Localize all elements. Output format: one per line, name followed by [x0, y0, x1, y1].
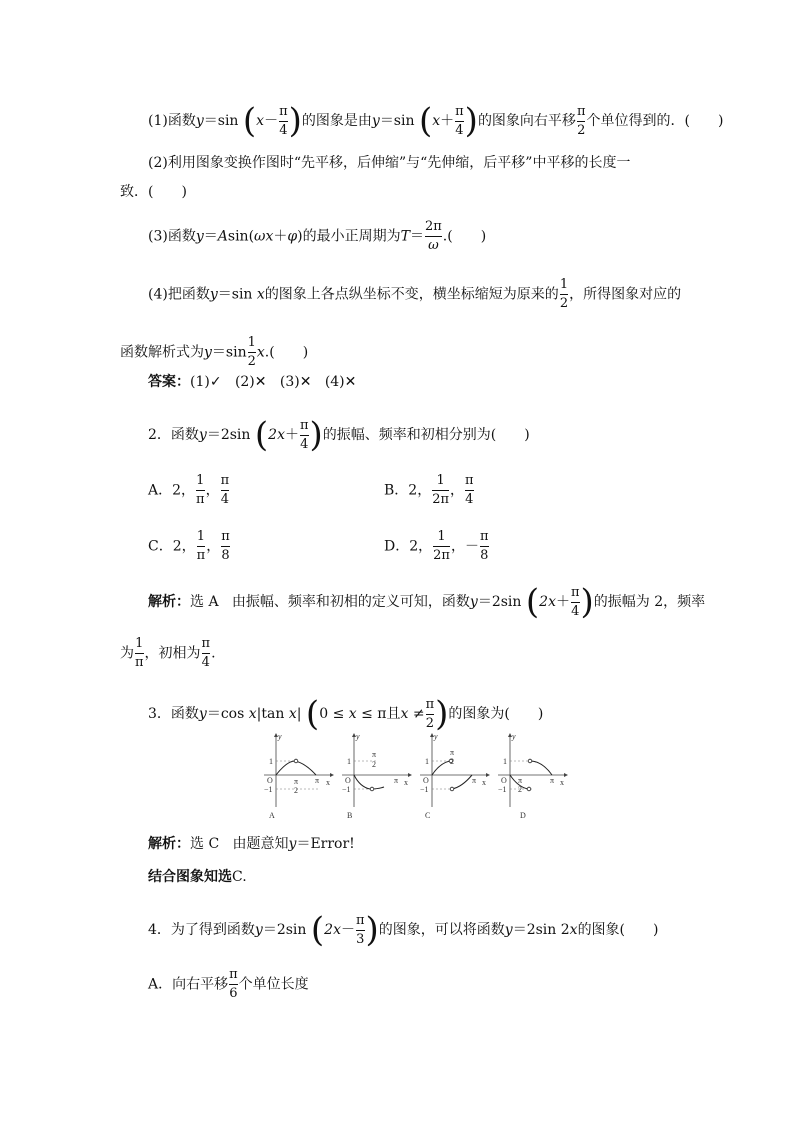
text: sin( — [227, 228, 255, 245]
den: π — [196, 492, 205, 507]
graph-b — [342, 732, 412, 820]
var-y: y — [469, 594, 478, 610]
paren-right: ) — [365, 910, 379, 950]
den: 4 — [279, 122, 288, 138]
text: (4)把函数 — [148, 286, 210, 303]
fraction — [202, 637, 211, 670]
tick-pi: π — [472, 776, 477, 785]
fraction — [465, 474, 474, 507]
op: ＋ — [284, 427, 299, 443]
cross-icon: ✕ — [254, 374, 267, 390]
var-x: x — [248, 706, 257, 722]
fraction — [229, 968, 238, 1001]
text: A．向右平移 — [148, 976, 229, 993]
var: φ — [287, 228, 298, 245]
solution-label: 解析： — [148, 836, 190, 852]
axis-label-y: y — [512, 732, 516, 741]
paren-right: ) — [435, 694, 449, 734]
paren-left: ( — [525, 582, 540, 622]
op: ≠ — [412, 706, 425, 722]
num: π — [221, 529, 230, 544]
text: . — [211, 645, 216, 662]
num: 1 — [436, 473, 445, 488]
num: π — [570, 584, 580, 600]
var-x: x — [256, 286, 265, 303]
num: π — [425, 696, 435, 712]
origin-label: O — [423, 776, 429, 785]
text: 2， — [408, 482, 432, 499]
var-y: y — [204, 344, 212, 361]
den: 4 — [220, 492, 229, 507]
text: ＝sin — [379, 113, 415, 129]
fraction — [571, 586, 580, 619]
tick-pi-half-num: π — [518, 776, 523, 785]
text: (2) — [234, 374, 255, 390]
tick-neg1: −1 — [342, 785, 351, 794]
fraction — [433, 530, 450, 563]
var-y: y — [504, 922, 513, 938]
var: 2x — [539, 594, 556, 610]
fraction — [248, 336, 256, 369]
text: 个单位长度 — [238, 976, 309, 993]
fraction — [432, 474, 449, 507]
q1-item2-cont — [120, 184, 187, 200]
fraction — [221, 474, 230, 507]
var-x: x — [288, 706, 297, 722]
fraction — [356, 914, 365, 947]
q2-option-d[interactable] — [384, 530, 490, 563]
q2-stem — [148, 415, 530, 455]
text: 的图象为( ) — [448, 706, 544, 722]
text: C — [208, 836, 220, 852]
den: 2 — [559, 296, 569, 311]
text: 2， — [172, 482, 196, 499]
text: 由振幅、频率和初相的定义可知，函数 — [231, 594, 470, 610]
num: π — [229, 967, 238, 982]
var-y: y — [288, 836, 297, 852]
tick-neg1: −1 — [264, 785, 273, 794]
var-y: y — [198, 427, 207, 443]
op: ＋ — [555, 594, 570, 610]
paren-right: ) — [288, 101, 302, 141]
den: π — [135, 655, 144, 670]
graph-label: B — [347, 811, 353, 820]
text: (3) — [279, 374, 300, 390]
var-x: x — [256, 344, 265, 361]
num: 2π — [424, 219, 442, 234]
text: 的图象，可以将函数 — [378, 922, 505, 938]
text: 的最小正周期为 — [302, 228, 401, 245]
text: 4．为了得到函数 — [148, 922, 255, 938]
den: 4 — [300, 436, 309, 452]
fraction — [197, 530, 206, 563]
axis-label-x: x — [560, 778, 564, 787]
text: ，－ — [450, 538, 479, 555]
num: π — [455, 103, 464, 119]
den: 4 — [465, 492, 474, 507]
graph-c — [420, 732, 490, 820]
num: π — [201, 636, 211, 651]
q2-solution-cont — [120, 637, 216, 670]
paren-left: ( — [254, 415, 269, 455]
option-letter: D． — [384, 538, 410, 555]
tick-1: 1 — [269, 757, 273, 766]
tick-pi-half-num: π — [372, 750, 377, 759]
op: ＋ — [273, 228, 288, 245]
solution-label: 解析： — [148, 594, 190, 610]
fraction — [279, 105, 288, 138]
text: 结合图象知选 — [148, 869, 232, 885]
num: π — [465, 473, 474, 488]
text: |tan — [256, 706, 285, 722]
text: 由题意知 — [232, 836, 289, 852]
axis-label-y: y — [356, 732, 360, 741]
tick-pi: π — [550, 776, 555, 785]
den: 2 — [577, 122, 586, 138]
text: ，所得图象对应的 — [569, 286, 682, 303]
tick-pi-half-den: 2 — [450, 757, 454, 766]
text: ＝2sin — [206, 427, 251, 443]
graph-a — [264, 732, 334, 820]
q1-item2 — [148, 155, 630, 171]
text: 且 — [386, 706, 401, 722]
tick-pi-half-den: 2 — [294, 786, 298, 795]
origin-label: O — [345, 776, 351, 785]
text: (1)函数 — [148, 113, 196, 129]
op: ＋ — [440, 113, 455, 129]
op: ＝ — [203, 228, 218, 245]
text: 的图象上各点纵坐标不变，横坐标缩短为原来的 — [264, 286, 559, 303]
text: ＝2sin 2 — [512, 922, 570, 938]
fraction — [135, 637, 144, 670]
text: C. — [232, 869, 247, 885]
var: ωx — [254, 228, 274, 245]
text: ， — [450, 482, 465, 499]
axis-label-x: x — [482, 778, 486, 787]
text: ， — [205, 482, 220, 499]
paren-left: ( — [418, 101, 433, 141]
num: π — [479, 529, 489, 544]
axis-label-x: x — [326, 778, 330, 787]
axis-label-y: y — [434, 732, 438, 741]
origin-label: O — [501, 776, 507, 785]
var: 2x — [268, 427, 285, 443]
text: 2， — [172, 538, 196, 555]
text: ＝sin — [203, 113, 239, 129]
text: | — [296, 706, 302, 722]
text: ＝2sin — [262, 922, 307, 938]
text: 0 — [319, 706, 329, 722]
cross-icon: ✕ — [344, 374, 357, 390]
den: 4 — [201, 655, 210, 670]
check-icon: ✓ — [209, 374, 222, 390]
tick-pi-half-num: π — [450, 748, 455, 757]
tick-pi-half-den: 2 — [518, 785, 522, 794]
var-y: y — [254, 922, 263, 938]
graph-d — [498, 732, 568, 820]
var-x: x — [348, 706, 357, 722]
q3-stem — [148, 694, 544, 734]
fraction — [455, 105, 464, 138]
tick-1: 1 — [425, 757, 429, 766]
q1-answer — [148, 374, 356, 390]
den: 8 — [480, 548, 489, 563]
var-T: T — [400, 228, 410, 245]
den: 2 — [425, 715, 434, 731]
den: 2π — [433, 548, 450, 563]
var-y: y — [371, 113, 380, 129]
den: ω — [428, 238, 439, 253]
paren-left: ( — [310, 910, 325, 950]
fraction — [196, 474, 205, 507]
text: 的图象是由 — [301, 113, 372, 129]
axis-label-y: y — [278, 732, 282, 741]
option-letter: A． — [148, 482, 173, 499]
den: 2 — [247, 354, 256, 369]
text: ) — [297, 228, 303, 245]
text: ＝sin — [211, 344, 247, 361]
fraction — [577, 105, 586, 138]
den: 2π — [432, 492, 450, 507]
q4-option-a[interactable] — [148, 968, 309, 1001]
tick-pi-half-num: π — [294, 777, 299, 786]
paren-left: ( — [242, 101, 257, 141]
fraction — [221, 530, 230, 563]
q1-item3 — [148, 220, 486, 253]
text: ，初相为 — [144, 645, 201, 662]
tick-1: 1 — [347, 757, 351, 766]
den: 4 — [571, 603, 580, 619]
num: 1 — [196, 529, 206, 544]
num: π — [576, 103, 586, 119]
graph-label: D — [520, 811, 526, 820]
text: ， — [206, 538, 221, 555]
op: － — [264, 113, 279, 129]
text: (1) — [190, 374, 210, 390]
num: π — [299, 417, 309, 433]
text: (2)利用图象变换作图时“先平移，后伸缩”与“先伸缩，后平移”中平移的长度一 — [148, 155, 631, 171]
var-y: y — [195, 113, 204, 129]
cross-icon: ✕ — [299, 374, 312, 390]
paren-right: ) — [309, 415, 323, 455]
q3-solution — [148, 836, 355, 852]
var-x: x — [432, 113, 441, 129]
tick-1: 1 — [503, 757, 507, 766]
text: π — [377, 706, 387, 722]
fraction — [300, 419, 309, 452]
q4-stem — [148, 910, 659, 950]
text: .( ) — [264, 344, 309, 361]
var-x: x — [256, 113, 265, 129]
text: 2．函数 — [148, 427, 199, 443]
tick-pi-half-den: 2 — [372, 760, 376, 769]
text: 个单位得到的．( ) — [586, 113, 724, 129]
q2-solution — [148, 582, 706, 622]
fraction — [426, 698, 435, 731]
num: 1 — [196, 473, 205, 488]
q1-item1 — [148, 101, 724, 141]
text: (3)函数 — [148, 228, 196, 245]
var-x: x — [569, 922, 578, 938]
text: 的振幅为 2，频率 — [593, 594, 706, 610]
var-y: y — [209, 286, 218, 303]
den: 8 — [221, 548, 230, 563]
q1-item4-cont — [120, 336, 308, 369]
var-A: A — [217, 228, 228, 245]
num: π — [355, 912, 365, 928]
op: ≤ — [332, 706, 345, 722]
var-y: y — [198, 706, 207, 722]
var-y: y — [195, 228, 204, 245]
num: π — [279, 103, 288, 119]
paren-left: ( — [305, 694, 320, 734]
text: 的振幅、频率和初相分别为( ) — [322, 427, 530, 443]
text: ＝cos — [206, 706, 245, 722]
var-x: x — [400, 706, 409, 722]
text: 为 — [120, 645, 134, 662]
paren-right: ) — [464, 101, 478, 141]
num: 1 — [437, 529, 446, 544]
text: 选 A — [190, 594, 219, 610]
text: (4) — [324, 374, 345, 390]
text: 致．( ) — [120, 184, 187, 200]
den: 6 — [229, 986, 238, 1001]
num: 1 — [247, 335, 256, 350]
option-letter: B． — [384, 482, 409, 499]
num: 1 — [135, 636, 144, 651]
op: ＝ — [409, 228, 424, 245]
graph-label: C — [425, 811, 431, 820]
fraction — [425, 220, 442, 253]
text: 2， — [409, 538, 433, 555]
var: 2x — [324, 922, 341, 938]
text: 3．函数 — [148, 706, 199, 722]
den: 3 — [356, 931, 365, 947]
fraction — [480, 530, 489, 563]
text: 的图象( ) — [577, 922, 659, 938]
text: ＝sin — [217, 286, 253, 303]
q1-item4 — [148, 278, 681, 311]
op: ≤ — [361, 706, 373, 722]
axis-label-x: x — [404, 778, 408, 787]
text: ＝2sin — [477, 594, 522, 610]
num: 1 — [559, 277, 569, 292]
fraction — [560, 278, 568, 311]
den: π — [196, 548, 206, 563]
text: 选 — [190, 836, 204, 852]
tick-pi: π — [315, 776, 320, 785]
q3-solution-cont — [148, 869, 247, 885]
option-letter: C． — [148, 538, 173, 555]
origin-label: O — [267, 776, 273, 785]
op: － — [340, 922, 355, 938]
text: .( ) — [442, 228, 487, 245]
text: 函数解析式为 — [120, 344, 204, 361]
q2-option-c[interactable] — [148, 530, 231, 563]
text: 的图象向右平移 — [477, 113, 576, 129]
graph-label: A — [269, 811, 275, 820]
q2-option-a[interactable] — [148, 474, 230, 507]
tick-pi: π — [394, 776, 399, 785]
q3-graphs — [258, 731, 598, 823]
tick-neg1: −1 — [420, 785, 429, 794]
q2-option-b[interactable] — [384, 474, 475, 507]
num: π — [220, 473, 230, 488]
answer-label: 答案： — [148, 374, 190, 390]
text: ＝Error! — [296, 836, 355, 852]
den: 4 — [455, 122, 464, 138]
tick-neg1: −1 — [498, 785, 507, 794]
paren-right: ) — [580, 582, 594, 622]
